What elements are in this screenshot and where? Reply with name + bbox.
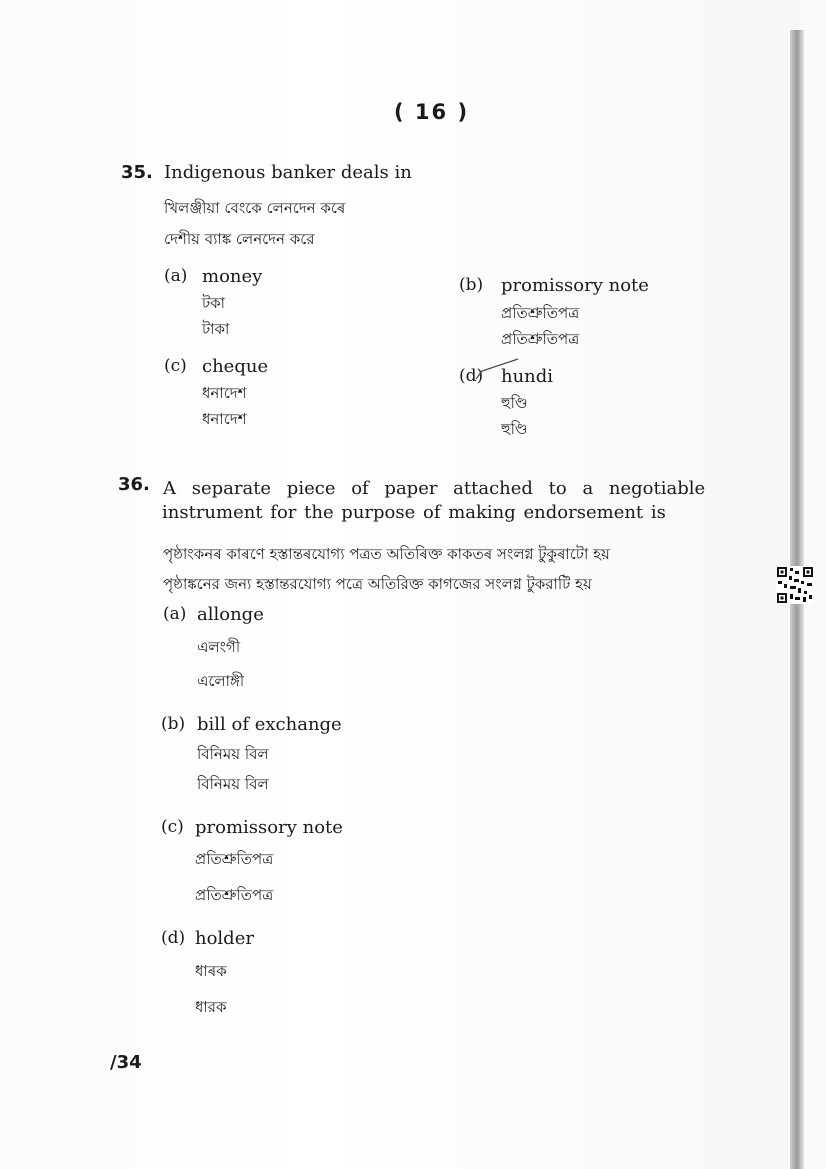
q35-option-c-bn: ধনাদেশ bbox=[202, 410, 247, 428]
q35-option-d-label: (d) bbox=[459, 366, 484, 386]
q35-option-a-en: money bbox=[202, 266, 263, 287]
q35-option-a-label: (a) bbox=[164, 266, 188, 286]
q36-option-b-en: bill of exchange bbox=[197, 714, 342, 735]
q35-option-c-label: (c) bbox=[164, 356, 187, 376]
page-number: ( 16 ) bbox=[394, 100, 470, 124]
q35-option-d-en: hundi bbox=[501, 366, 554, 387]
q36-option-a-label: (a) bbox=[163, 604, 187, 624]
q35-option-d-as: হুণ্ডি bbox=[501, 394, 528, 412]
q35-option-b-as: প্ৰতিশ্ৰুতিপত্ৰ bbox=[501, 304, 580, 322]
question-35-text-bn: দেশীয় ব্যাঙ্ক লেনদেন করে bbox=[164, 230, 315, 248]
question-35-text-as: খিলঞ্জীয়া বেংকে লেনদেন কৰে bbox=[164, 199, 346, 217]
q35-option-d-bn: হুণ্ডি bbox=[501, 420, 528, 438]
q36-option-d-label: (d) bbox=[161, 928, 186, 948]
q36-option-b-bn: বিনিময় বিল bbox=[197, 775, 269, 793]
q36-option-c-label: (c) bbox=[161, 817, 184, 837]
q36-option-a-as: এলংগী bbox=[197, 638, 241, 656]
q36-option-d-bn: ধারক bbox=[195, 998, 227, 1016]
q36-option-c-as: প্ৰতিশ্ৰুতিপত্ৰ bbox=[195, 850, 274, 868]
q36-option-a-en: allonge bbox=[197, 604, 264, 625]
q36-option-b-label: (b) bbox=[161, 714, 186, 734]
q35-option-b-en: promissory note bbox=[501, 275, 649, 296]
question-35-number: 35. bbox=[121, 162, 153, 183]
q36-option-c-en: promissory note bbox=[195, 817, 343, 838]
q35-option-a-as: টকা bbox=[202, 294, 226, 312]
q35-option-b-bn: প্রতিশ্রুতিপত্র bbox=[501, 330, 580, 348]
q36-option-c-bn: প্রতিশ্রুতিপত্র bbox=[195, 886, 274, 904]
question-36-text-bn: পৃষ্ঠাঙ্কনের জন্য হস্তান্তরযোগ্য পত্রে অতিরিক্ত কাগজের সংলগ্ন টুকরাটি হয় bbox=[163, 575, 592, 593]
question-36-number: 36. bbox=[118, 474, 150, 495]
q35-option-c-en: cheque bbox=[202, 356, 269, 377]
pen-tick-mark-icon bbox=[472, 357, 522, 385]
qr-code-icon bbox=[776, 566, 814, 604]
q35-option-c-as: ধনাদেশ bbox=[202, 384, 247, 402]
q35-option-a-bn: টাকা bbox=[202, 320, 230, 338]
q36-option-b-as: বিনিময় বিল bbox=[197, 745, 269, 763]
q36-option-d-en: holder bbox=[195, 928, 254, 949]
question-36-text-en-line2: instrument for the purpose of making endorsement is bbox=[162, 502, 666, 523]
footer-code: /34 bbox=[110, 1052, 142, 1073]
question-36-text-as: পৃষ্ঠাংকনৰ কাৰণে হস্তান্তৰযোগ্য পত্ৰত অতিৰিক্ত কাকতৰ সংলগ্ন টুকুৰাটো হয় bbox=[163, 545, 610, 563]
question-35-text-en: Indigenous banker deals in bbox=[164, 162, 412, 183]
q36-option-d-as: ধাৰক bbox=[195, 962, 227, 980]
q36-option-a-bn: এলোঙ্গী bbox=[197, 672, 245, 690]
q35-option-b-label: (b) bbox=[459, 275, 484, 295]
question-36-text-en-line1: A separate piece of paper attached to a negotiable bbox=[163, 478, 706, 499]
